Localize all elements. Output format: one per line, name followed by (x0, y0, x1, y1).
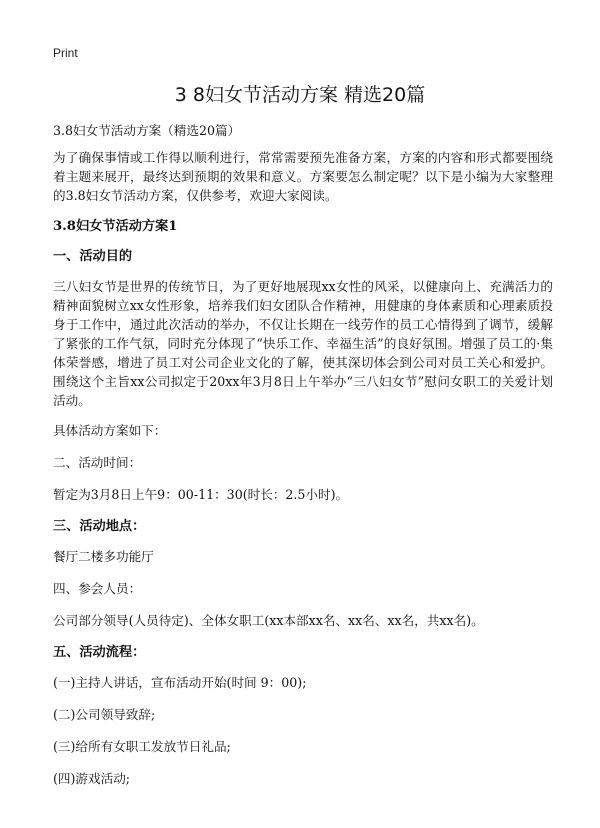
section-heading-flow: 五、活动流程： (53, 645, 146, 660)
flow-item-1: (一)主持人讲话，宣布活动开始(时间 9：00); (53, 675, 307, 690)
document-subtitle: 3.8妇女节活动方案（精选20篇） (53, 123, 241, 138)
document-title: 3 8妇女节活动方案 精选20篇 (174, 84, 426, 106)
print-label: Print (53, 46, 78, 60)
location-text: 餐厅二楼多功能厅 (53, 549, 154, 564)
section-heading-time: 二、活动时间： (53, 455, 142, 470)
time-text: 暂定为3月8日上午9：00-11：30(时长：2.5小时)。 (53, 487, 349, 502)
section-heading-location: 三、活动地点： (53, 519, 146, 534)
flow-item-2: (二)公司领导致辞; (53, 707, 156, 722)
section-heading-attendees: 四、参会人员： (53, 581, 142, 596)
document-body (53, 121, 553, 801)
purpose-paragraph: 三八妇女节是世界的传统节日，为了更好地展现xx女性的风采，以健康向上、充满活力的精神面貌树立xx女性形象，培养我们妇女团队合作精神，用健康的身体素质和心理素质投身于工作中，通过此次活动的举办，不仅让长期在一线劳作的员工心情得到了调节，缓解了紧张的工作气氛，同时充分体现了“快乐工作、幸福生活”的良好氛围。增强了员工的·集体荣誉感，增进了员工对公司企业文化的了解，使其深切体会到公司对员工关心和爱护。围绕这个主旨xx公司拟定于20xx年3月8日上午举办“三八妇女节”慰问女职工的关爱计划活动。 (53, 279, 553, 408)
section-heading-purpose: 一、活动目的 (53, 249, 133, 264)
article-heading: 3.8妇女节活动方案1 (53, 219, 178, 234)
flow-item-4: (四)游戏活动; (53, 771, 131, 786)
flow-item-3: (三)给所有女职工发放节日礼品; (53, 739, 231, 754)
plan-intro: 具体活动方案如下： (53, 423, 167, 438)
attendees-text: 公司部分领导(人员待定)、全体女职工(xx本部xx名、xx名、xx名，共xx名)。 (53, 613, 484, 628)
intro-paragraph: 为了确保事情或工作得以顺利进行，常常需要预先准备方案，方案的内容和形式都要围绕着主题来展开，最终达到预期的效果和意义。方案要怎么制定呢？以下是小编为大家整理的3.8妇女节活动方案，仅供参考，欢迎大家阅读。 (53, 150, 553, 203)
